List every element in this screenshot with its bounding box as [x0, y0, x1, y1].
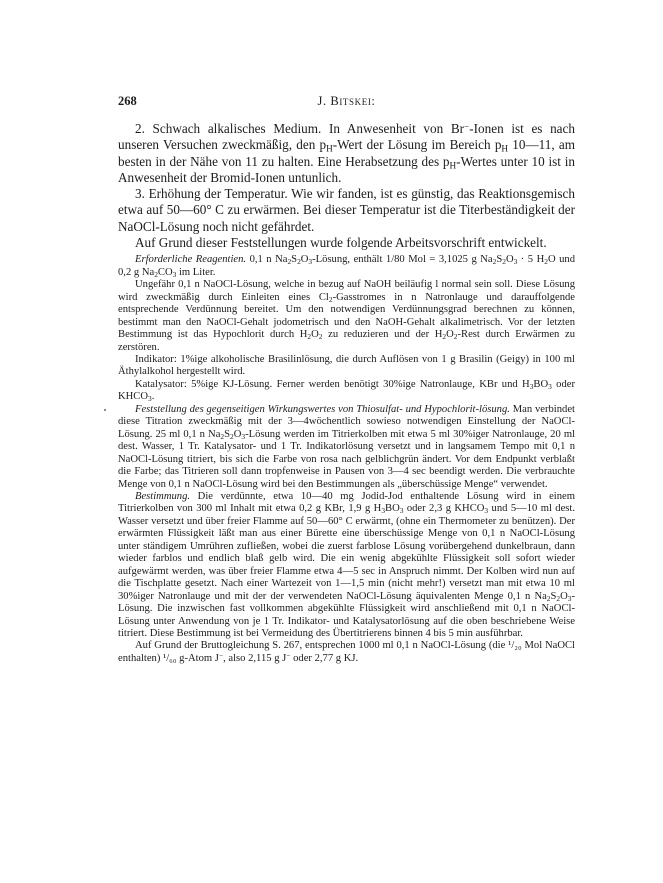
paragraph-bestimmung: Bestimmung. Die verdünnte, etwa 10—40 mg Jodid-Jod enthaltende Lösung wird in einem Titrierkolben von 300 ml Inhalt mit etwa 0,2 g KBr, 1,9 g $H_3BO_3$ oder 2,3 g $KHCO_3$ und 5—10 ml dest. Wasser versetzt und über freier Flamme auf 50—60° C erwärmt, (ohne ein Thermometer zu benützen). Der erwärmten Flüssigkeit läßt man aus einer Bürette eine überschüssige Menge von 0,1 n NaOCl-Lösung unter ständigem Umrühren zufließen, wobei die zuerst farblose Lösung vorübergehend dunkelbraun, dann wieder farblos und endlich blaß gelb wird. Die ein wenig abgekühlte Flüssigkeit soll sofort wieder aufgewärmt werden, was über freier Flamme etwa 4—5 sec in Anspruch nimmt. Der Kolben wird nun auf die Tischplatte gesetzt. Nach einer Wartezeit von 1—1,5 min (nicht mehr!) versetzt man mit etwa 10 ml 30%iger Natronlauge und mit der der verwendeten NaOCl-Lösung äquivalenten Menge 0,1 n $Na_2S_2O_3$-Lösung. Die inzwischen fast vollkommen abgekühlte Flüssigkeit wird anschließend mit 0,1 n NaOCl-Lösung unter Anwendung von je 1 Tr. Indikator- und Katalysatorlösung auf die oben beschriebene Weise titriert. Diese Bestimmung ist bei Vermeidung des Übertitrierens binnen 4 bis 5 min ausführbar.	[118, 490, 575, 639]
paragraph-temperature: 3. Erhöhung der Temperatur. Wie wir fanden, ist es günstig, das Reaktionsgemisch etwa auf 50—60° C zu erwärmen. Bei dieser Temperatur ist die Titerbeständigkeit der NaOCl-Lösung noch nicht gefährdet.	[118, 186, 575, 234]
paragraph-catalyst: Katalysator: 5%ige KJ-Lösung. Ferner werden benötigt 30%ige Natronlauge, KBr und $H_3BO_3$ oder $KHCO_3$.	[118, 378, 575, 404]
page-body	[118, 121, 575, 665]
page-header	[118, 94, 575, 110]
paragraph-procedure-intro: Auf Grund dieser Feststellungen wurde folgende Arbeitsvorschrift entwickelt.	[135, 235, 547, 251]
margin-speck	[104, 409, 106, 411]
paragraph-weak-alkaline-medium: 2. Schwach alkalisches Medium. In Anwesenheit von Br−-Ionen ist es nach unseren Versuchen zweckmäßig, den $p_H$-Wert der Lösung im Bereich $p_H$ 10—11, am besten in der Nähe von 11 zu halten. Eine Herabsetzung des $p_H$-Wertes unter 10 ist in Anwesenheit der Bromid-Ionen untunlich.	[118, 121, 575, 185]
paragraph-final-calculation: Auf Grund der Bruttogleichung S. 267, entsprechen 1000 ml 0,1 n NaOCl-Lösung (die ¹/₂₀ Mol NaOCl enthalten) ¹/₆₀ g-Atom J−, also 2,115 g J− oder 2,77 g KJ.	[118, 640, 575, 664]
paragraph-indicator: Indikator: 1%ige alkoholische Brasilinlösung, die durch Auflösen von 1 g Brasilin (Geigy) in 100 ml Äthylalkohol hergestellt wird.	[118, 354, 575, 378]
bestimmung-heading: Bestimmung.	[135, 490, 191, 502]
reagents-heading: Erforderliche Reagentien.	[135, 254, 247, 266]
paragraph-naocl-solution: Ungefähr 0,1 n NaOCl-Lösung, welche in bezug auf NaOH beiläufig l normal sein soll. Diese Lösung wird zweckmäßig durch Einleiten eines $Cl_2$-Gasstromes in n Natronlauge und darauffolgende entsprechende Verdünnung bereitet. Um den notwendigen Verdünnungsgrad berechnen zu können, bestimmt man den NaOCl-Gehalt jodometrisch und den NaOH-Gehalt alkalimetrisch. Vor der letzten Bestimmung ist das Hypochlorit durch $H_2O_2$ zu reduzieren und der $H_2O_2$-Rest durch Erwärmen zu zerstören.	[118, 279, 575, 353]
paragraph-feststellung: Feststellung des gegenseitigen Wirkungswertes von Thiosulfat- und Hypochlorit-lösung. Man verbindet diese Titration zweckmäßig mit der 3—4wöchentlich sowieso notwendigen Einstellung der NaOCl-Lösung. 25 ml 0,1 n $Na_2S_2O_3$-Lösung werden im Titrierkolben mit etwa 5 ml 30%iger Natronlauge, 20 ml dest. Wasser, 1 Tr. Katalysator- und 1 Tr. Indikatorlösung versetzt und in langsamem Tempo mit 0,1 n NaOCl-Lösung titriert, bis sich die Farbe von rosa nach gelblichgrün ändert. Vor dem Endpunkt verblaßt die Farbe; das Titrieren soll dann tropfenweise in Pausen von 3—4 sec beendigt werden. Die verbrauchte Menge von 0,1 n NaOCl-Lösung wird bei den Bestimmungen als „überschüssige Menge“ verwendet.	[118, 403, 576, 490]
paragraph-reagents: Erforderliche Reagentien. 0,1 n $Na_2S_2O_3$-Lösung, enthält 1/80 Mol = 3,1025 g $Na_2S_2O_3 \cdot 5$ $H_2O$ und 0,2 g $Na_2CO_3$ im Liter.	[118, 254, 576, 279]
running-head: J. Bitskei:	[317, 94, 376, 108]
feststellung-heading: Feststellung des gegenseitigen Wirkungswertes von Thiosulfat- und Hypochlorit-lösung.	[135, 403, 510, 415]
page-number: 268	[118, 94, 137, 108]
